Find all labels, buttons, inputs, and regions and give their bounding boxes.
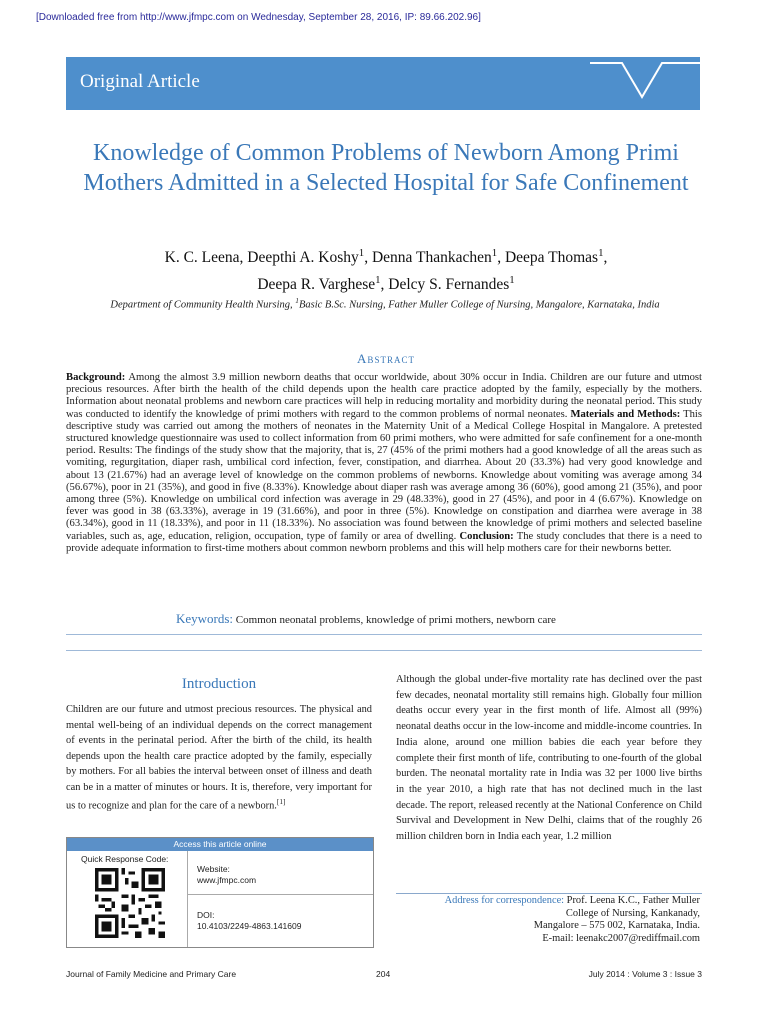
methods-label: Materials and Methods:	[570, 408, 681, 420]
keywords-label: Keywords:	[176, 611, 234, 626]
author-sup: 1	[598, 247, 604, 259]
background-label: Background:	[66, 372, 126, 383]
abstract-body	[66, 372, 702, 594]
abstract-heading: Abstract	[357, 351, 415, 366]
keywords	[176, 611, 556, 627]
doi-value: 10.4103/2249-4863.141609	[197, 921, 302, 931]
correspondence-line: Mangalore – 575 002, Karnataka, India.	[533, 920, 700, 931]
correspondence-divider	[396, 893, 702, 894]
doi-label: DOI:	[197, 910, 215, 920]
correspondence-email[interactable]: E-mail: leenakc2007@rediffmail.com	[542, 932, 700, 944]
article-title: Knowledge of Common Problems of Newborn Among Primi Mothers Admitted in a Selected Hospital for Safe Confinement	[83, 140, 689, 196]
footer-journal: Journal of Family Medicine and Primary Care	[66, 969, 237, 979]
banner-chevron-icon	[590, 57, 700, 110]
article-type-label: Original Article	[80, 71, 200, 92]
introduction-text	[66, 702, 372, 814]
author-name: K. C. Leena	[164, 249, 240, 267]
introduction-heading: Introduction	[181, 676, 257, 692]
section-divider	[66, 634, 702, 635]
methods-text: This descriptive study was carried out among the mothers of neonates in the Maternity Unit of a Medical College Hospital in Mangalore. A pretested structured knowledge questionnaire was used to collect information from 60 primi mothers, who were admitted for safe confinement for a one-month period. Results: The findings of the study show that the majority, that is, 27 (45% of the primi mothers had a good knowledge of all the areas such as vomiting, regurgitation, diaper rash, umbilical cord infection, fever, constipation, and diarrhea. About 20 (33.3%) had very good knowledge and about 13 (21.67%) had an average level of knowledge on the common problems of newborns. Knowledge about vomiting was average among 34 (56.67%), poor in 21 (35%), and good in five (8.33%). Knowledge about diaper rash was average among 36 (60%), good among 21 (35%), and poor among three (5%). Knowledge on umbilical cord infection was average in 29 (48.33%), good in 27 (45%), and poor in 4 (6.67%). Knowledge on fever was good in 38 (63.33%), average in 19 (31.66%), and poor in three (5%). Knowledge on constipation and diarrhea were average in 38 (63.34%), good in 11 (18.33%), and poor in 11 (18.33%). No association was found between the knowledge of primi mothers and selected baseline variables, such as, age, education, religion, occupation, type of family or area of dwelling.	[66, 408, 702, 542]
conclusion-label: Conclusion:	[459, 530, 514, 542]
author-sup: 1	[375, 274, 381, 287]
website-link[interactable]: www.jfmpc.com	[197, 875, 257, 885]
download-note: [Downloaded free from http://www.jfmpc.com on Wednesday, September 28, 2016, IP: 89.66.202.96]	[36, 12, 481, 23]
website-block	[197, 864, 256, 886]
article-type-banner	[66, 57, 700, 110]
author-name: Deepa Thomas	[504, 249, 599, 267]
footer-issue: July 2014 : Volume 3 : Issue 3	[588, 969, 702, 979]
qr-label: Quick Response Code:	[81, 854, 169, 864]
conclusion-text: The study concludes that there is a need to provide adequate information to first-time mothers about common newborn problems and this will help mothers care for their newborns better.	[66, 530, 702, 554]
author-sup: 1	[509, 274, 515, 287]
correspondence-line: College of Nursing, Kankanady,	[565, 907, 700, 919]
doi-block	[197, 910, 301, 932]
affiliation-part2: Basic B.Sc. Nursing, Father Muller College of Nursing, Mangalore, Karnataka, India	[298, 299, 660, 311]
section-divider	[66, 650, 702, 651]
access-online-box	[66, 837, 374, 948]
author-name: Deepthi A. Koshy	[247, 249, 359, 267]
access-divider	[187, 894, 373, 895]
background-text: Among the almost 3.9 million newborn deaths that occur worldwide, about 30% occur in India. Children are our future and utmost precious resources. After birth the health of the child depends upon the health care practice adopted by the family, especially by the mothers. Information about neonatal problems and newborn care practices will help in reducing mortality and morbidity during the neonatal period. This study was conducted to identify the knowledge of primi mothers with regard to the common problems of normal neonates.	[66, 372, 702, 420]
author-sup: 1	[358, 247, 365, 259]
correspondence-label: Address for correspondence:	[444, 895, 565, 906]
website-label: Website:	[197, 864, 230, 874]
introduction-paragraph: Children are our future and utmost precious resources. The physical and mental well-being of an individual depends on the correct management of events in the perinatal period. After the birth of the child, its health depends upon the health care practice adopted by the family, especially by mothers. For all babies the interval between onset of illness and death can be in a matter of minutes or hours. It is, therefore, very important for us to recognize and plan for the care of a newborn.	[66, 704, 372, 812]
citation-ref: [1]	[276, 798, 286, 806]
correspondence-line: Prof. Leena K.C., Father Muller	[564, 895, 700, 906]
correspondence-address	[400, 895, 700, 945]
author-list: K. C. Leena, Deepthi A. Koshy$^1$, Denna Thankachen$^1$, Deepa Thomas$^1$, Deepa R. Varghese$^1$, Delcy S. Fernandes$^1$	[164, 247, 608, 294]
author-name: Deepa R. Varghese	[257, 276, 376, 294]
affiliation-sup: 1	[295, 296, 299, 305]
author-name: Delcy S. Fernandes	[388, 276, 510, 294]
affiliation	[90, 294, 680, 313]
access-heading: Access this article online	[67, 838, 373, 851]
footer-page-number: 204	[376, 969, 391, 979]
access-divider	[187, 851, 188, 947]
qr-code-icon	[95, 868, 165, 938]
affiliation-part1: Department of Community Health Nursing,	[110, 299, 296, 311]
keywords-text: Common neonatal problems, knowledge of primi mothers, newborn care	[233, 614, 556, 626]
author-name: Denna Thankachen	[371, 249, 492, 267]
right-column-text: Although the global under-five mortality rate has declined over the past few decades, neonatal mortality still remains high. Globally four million deaths occur every year in the first month of life. Almost all (99%) neonatal deaths occur in the low-income and middle-income countries. In India alone, around one million babies die each year before they complete their first month of life, contributing to one-fourth of the global burden. The neonatal mortality rate in India was 32 per 1000 live births in the year 2010, a high rate that has not declined much in the last decade. The report, released recently at the National Conference on Child Survival and Development in New Delhi, claims that of the roughly 26 million children born in India each year, 1.2 million	[396, 674, 702, 843]
author-sup: 1	[491, 247, 498, 259]
